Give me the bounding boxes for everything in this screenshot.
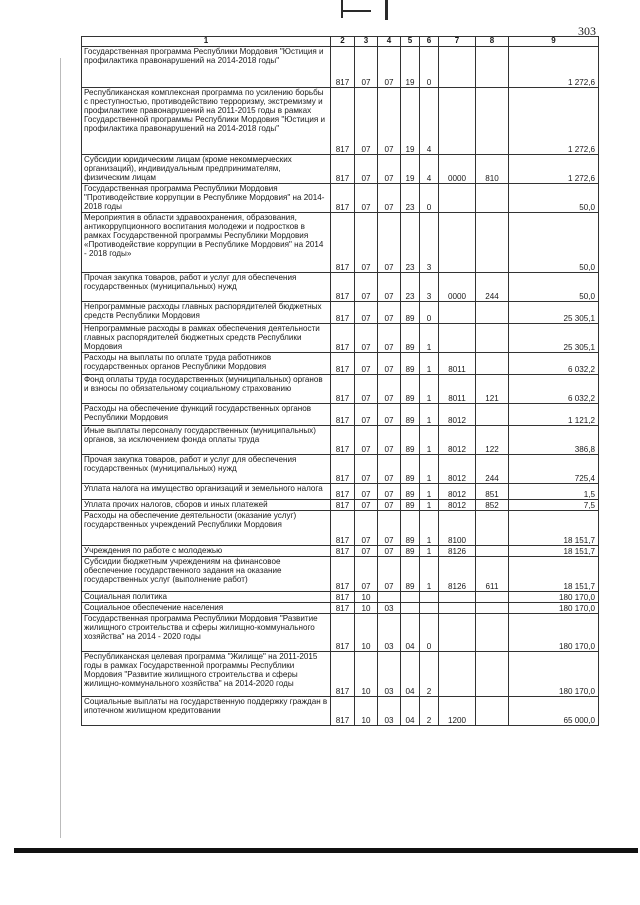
row-subsection-cell: 07 (378, 455, 401, 484)
row-ministry-cell: 817 (331, 614, 355, 652)
row-name-cell: Социальные выплаты на государственную поддержку граждан в ипотечном жилищном кредитовании (82, 697, 331, 726)
row-expense-type-cell: 852 (476, 500, 509, 511)
row-ministry-cell: 817 (331, 484, 355, 500)
row-ministry-cell: 817 (331, 546, 355, 557)
row-subprogram-cell: 1 (420, 426, 439, 455)
row-section-cell: 07 (355, 404, 378, 426)
row-subprogram-cell: 3 (420, 273, 439, 302)
row-subprogram-cell: 4 (420, 155, 439, 184)
row-section-cell: 10 (355, 697, 378, 726)
row-name-cell: Государственная программа Республики Мордовия "Развитие жилищного строительства и сферы жилищно-коммунального хозяйства" на 2014 - 2020 годы (82, 614, 331, 652)
header-cell-target-article: 7 (439, 37, 476, 47)
row-subprogram-cell (420, 592, 439, 603)
row-subsection-cell: 07 (378, 184, 401, 213)
header-cell-program: 5 (401, 37, 420, 47)
row-section-cell: 07 (355, 302, 378, 324)
row-subprogram-cell: 1 (420, 404, 439, 426)
row-ministry-cell: 817 (331, 652, 355, 697)
row-program-cell: 89 (401, 557, 420, 592)
row-ministry-cell: 817 (331, 155, 355, 184)
row-expense-type-cell (476, 184, 509, 213)
table-row (82, 88, 599, 155)
row-program-cell: 89 (401, 500, 420, 511)
row-name-cell: Субсидии юридическим лицам (кроме некоммерческих организаций), индивидуальным предпринимателям, физическим лицам (82, 155, 331, 184)
row-amount-cell: 725,4 (509, 455, 599, 484)
row-target-article-cell (439, 603, 476, 614)
header-cell-amount: 9 (509, 37, 599, 47)
row-program-cell: 89 (401, 353, 420, 375)
row-subsection-cell: 07 (378, 404, 401, 426)
row-ministry-cell: 817 (331, 511, 355, 546)
row-target-article-cell: 1200 (439, 697, 476, 726)
header-cell-subsection: 4 (378, 37, 401, 47)
row-section-cell: 07 (355, 213, 378, 273)
row-amount-cell: 386,8 (509, 426, 599, 455)
table-row (82, 324, 599, 353)
row-amount-cell: 1 272,6 (509, 155, 599, 184)
row-subprogram-cell: 2 (420, 697, 439, 726)
row-subsection-cell: 07 (378, 324, 401, 353)
row-ministry-cell: 817 (331, 375, 355, 404)
row-amount-cell: 50,0 (509, 273, 599, 302)
row-target-article-cell: 8012 (439, 455, 476, 484)
row-subsection-cell: 07 (378, 546, 401, 557)
row-program-cell: 89 (401, 546, 420, 557)
row-name-cell: Субсидии бюджетным учреждениям на финансовое обеспечение государственного задания на оказание государственных услуг (выполнение работ) (82, 557, 331, 592)
header-cell-name: 1 (82, 37, 331, 47)
table-row (82, 484, 599, 500)
row-target-article-cell (439, 88, 476, 155)
table-row (82, 557, 599, 592)
row-subprogram-cell: 1 (420, 500, 439, 511)
row-expense-type-cell (476, 324, 509, 353)
table-row (82, 213, 599, 273)
row-target-article-cell (439, 213, 476, 273)
row-subsection-cell: 07 (378, 511, 401, 546)
row-name-cell: Учреждения по работе с молодежью (82, 546, 331, 557)
row-section-cell: 07 (355, 324, 378, 353)
row-program-cell (401, 603, 420, 614)
row-expense-type-cell (476, 603, 509, 614)
row-target-article-cell (439, 184, 476, 213)
row-target-article-cell: 8011 (439, 375, 476, 404)
row-ministry-cell: 817 (331, 500, 355, 511)
row-subsection-cell: 07 (378, 47, 401, 88)
row-ministry-cell: 817 (331, 353, 355, 375)
row-section-cell: 07 (355, 426, 378, 455)
row-name-cell: Государственная программа Республики Мордовия "Юстиция и профилактика правонарушений на 2014-2018 годы" (82, 47, 331, 88)
row-expense-type-cell (476, 47, 509, 88)
row-target-article-cell: 8126 (439, 546, 476, 557)
row-program-cell: 04 (401, 652, 420, 697)
row-ministry-cell: 817 (331, 603, 355, 614)
table-row (82, 47, 599, 88)
table-row (82, 184, 599, 213)
row-subprogram-cell: 1 (420, 484, 439, 500)
row-expense-type-cell (476, 592, 509, 603)
row-expense-type-cell: 121 (476, 375, 509, 404)
row-target-article-cell: 8100 (439, 511, 476, 546)
row-target-article-cell (439, 47, 476, 88)
row-subprogram-cell: 1 (420, 557, 439, 592)
row-expense-type-cell: 122 (476, 426, 509, 455)
scan-mark-staple-bar (341, 10, 371, 12)
table-row (82, 592, 599, 603)
row-amount-cell: 25 305,1 (509, 324, 599, 353)
row-program-cell (401, 592, 420, 603)
row-subprogram-cell: 1 (420, 324, 439, 353)
row-target-article-cell (439, 324, 476, 353)
row-target-article-cell: 8012 (439, 500, 476, 511)
row-amount-cell: 180 170,0 (509, 603, 599, 614)
row-name-cell: Республиканская комплексная программа по усилению борьбы с преступностью, противодействию терроризму, экстремизму и профилактике правонарушений на 2011-2015 годы в рамках Государственной программы Республики Мордовия "Юстиция и профилактика правонарушений на 2014-2018 годы" (82, 88, 331, 155)
row-section-cell: 07 (355, 273, 378, 302)
table-header-row (82, 37, 599, 47)
budget-table (81, 36, 599, 726)
row-ministry-cell: 817 (331, 47, 355, 88)
row-amount-cell: 25 305,1 (509, 302, 599, 324)
table-row (82, 614, 599, 652)
table-row (82, 511, 599, 546)
row-amount-cell: 1 121,2 (509, 404, 599, 426)
row-target-article-cell: 0000 (439, 155, 476, 184)
row-section-cell: 07 (355, 484, 378, 500)
scan-mark-staple-left (341, 0, 343, 18)
table-row (82, 353, 599, 375)
row-ministry-cell: 817 (331, 88, 355, 155)
header-cell-ministry: 2 (331, 37, 355, 47)
row-amount-cell: 6 032,2 (509, 353, 599, 375)
row-program-cell: 89 (401, 511, 420, 546)
row-program-cell: 19 (401, 88, 420, 155)
bottom-rule (14, 848, 638, 853)
row-expense-type-cell: 244 (476, 455, 509, 484)
row-subsection-cell: 07 (378, 557, 401, 592)
row-subsection-cell: 07 (378, 88, 401, 155)
row-expense-type-cell: 611 (476, 557, 509, 592)
row-expense-type-cell (476, 353, 509, 375)
row-amount-cell: 180 170,0 (509, 614, 599, 652)
row-program-cell: 23 (401, 213, 420, 273)
row-ministry-cell: 817 (331, 324, 355, 353)
row-name-cell: Иные выплаты персоналу государственных (муниципальных) органов, за исключением фонда оплаты труда (82, 426, 331, 455)
row-name-cell: Мероприятия в области здравоохранения, образования, антикоррупционного воспитания молодежи и подростков в рамках Государственной программы Республики Мордовия «Противодействие коррупции в Республике Мордовия" на 2014 - 2018 годы» (82, 213, 331, 273)
row-amount-cell: 65 000,0 (509, 697, 599, 726)
row-expense-type-cell (476, 511, 509, 546)
row-name-cell: Прочая закупка товаров, работ и услуг для обеспечения государственных (муниципальных) нужд (82, 455, 331, 484)
row-program-cell: 89 (401, 324, 420, 353)
row-name-cell: Непрограммные расходы в рамках обеспечения деятельности главных распорядителей бюджетных средств Республики Мордовия (82, 324, 331, 353)
row-subsection-cell: 03 (378, 652, 401, 697)
row-expense-type-cell (476, 546, 509, 557)
row-name-cell: Уплата налога на имущество организаций и земельного налога (82, 484, 331, 500)
row-subsection-cell: 03 (378, 697, 401, 726)
table-row (82, 652, 599, 697)
row-section-cell: 07 (355, 500, 378, 511)
table-row (82, 404, 599, 426)
row-subprogram-cell: 0 (420, 47, 439, 88)
row-target-article-cell (439, 614, 476, 652)
row-subprogram-cell: 1 (420, 375, 439, 404)
row-subsection-cell: 07 (378, 155, 401, 184)
row-program-cell: 23 (401, 184, 420, 213)
row-expense-type-cell: 851 (476, 484, 509, 500)
row-amount-cell: 50,0 (509, 213, 599, 273)
row-subprogram-cell: 1 (420, 511, 439, 546)
row-section-cell: 10 (355, 592, 378, 603)
row-expense-type-cell (476, 652, 509, 697)
row-target-article-cell (439, 652, 476, 697)
header-cell-section: 3 (355, 37, 378, 47)
row-amount-cell: 1 272,6 (509, 47, 599, 88)
row-target-article-cell: 8126 (439, 557, 476, 592)
row-ministry-cell: 817 (331, 697, 355, 726)
table-row (82, 500, 599, 511)
row-expense-type-cell (476, 614, 509, 652)
row-subsection-cell: 07 (378, 375, 401, 404)
row-program-cell: 04 (401, 697, 420, 726)
row-amount-cell: 50,0 (509, 184, 599, 213)
table-row (82, 426, 599, 455)
table-row (82, 375, 599, 404)
row-ministry-cell: 817 (331, 213, 355, 273)
row-ministry-cell: 817 (331, 302, 355, 324)
row-program-cell: 89 (401, 484, 420, 500)
row-subsection-cell: 03 (378, 614, 401, 652)
row-subprogram-cell (420, 603, 439, 614)
row-section-cell: 07 (355, 353, 378, 375)
row-subprogram-cell: 0 (420, 184, 439, 213)
row-name-cell: Непрограммные расходы главных распорядителей бюджетных средств Республики Мордовия (82, 302, 331, 324)
row-amount-cell: 1,5 (509, 484, 599, 500)
row-target-article-cell: 0000 (439, 273, 476, 302)
row-amount-cell: 7,5 (509, 500, 599, 511)
left-margin-rule (60, 58, 61, 838)
row-expense-type-cell (476, 213, 509, 273)
row-program-cell: 23 (401, 273, 420, 302)
table-row (82, 546, 599, 557)
row-subprogram-cell: 1 (420, 546, 439, 557)
row-section-cell: 07 (355, 511, 378, 546)
row-section-cell: 07 (355, 557, 378, 592)
row-expense-type-cell: 810 (476, 155, 509, 184)
row-subsection-cell: 07 (378, 353, 401, 375)
table-row (82, 273, 599, 302)
row-target-article-cell: 8011 (439, 353, 476, 375)
row-section-cell: 10 (355, 603, 378, 614)
row-amount-cell: 18 151,7 (509, 546, 599, 557)
row-subsection-cell: 07 (378, 302, 401, 324)
row-program-cell: 04 (401, 614, 420, 652)
row-section-cell: 10 (355, 652, 378, 697)
row-target-article-cell: 8012 (439, 484, 476, 500)
table-row (82, 603, 599, 614)
row-ministry-cell: 817 (331, 557, 355, 592)
row-subprogram-cell: 3 (420, 213, 439, 273)
row-subprogram-cell: 0 (420, 614, 439, 652)
row-name-cell: Прочая закупка товаров, работ и услуг для обеспечения государственных (муниципальных) нужд (82, 273, 331, 302)
row-name-cell: Расходы на обеспечение деятельности (оказание услуг) государственных учреждений Республики Мордовия (82, 511, 331, 546)
row-expense-type-cell (476, 404, 509, 426)
row-subsection-cell: 07 (378, 273, 401, 302)
row-subsection-cell: 07 (378, 500, 401, 511)
header-cell-subprogram: 6 (420, 37, 439, 47)
row-section-cell: 07 (355, 455, 378, 484)
row-name-cell: Расходы на обеспечение функций государственных органов Республики Мордовия (82, 404, 331, 426)
row-amount-cell: 1 272,6 (509, 88, 599, 155)
row-expense-type-cell (476, 697, 509, 726)
row-program-cell: 89 (401, 426, 420, 455)
row-program-cell: 89 (401, 302, 420, 324)
row-subprogram-cell: 1 (420, 353, 439, 375)
scan-mark-staple-right (385, 0, 388, 20)
row-ministry-cell: 817 (331, 404, 355, 426)
row-section-cell: 07 (355, 184, 378, 213)
row-section-cell: 07 (355, 546, 378, 557)
table-row (82, 155, 599, 184)
row-subprogram-cell: 1 (420, 455, 439, 484)
row-target-article-cell (439, 302, 476, 324)
table-row (82, 697, 599, 726)
row-name-cell: Республиканская целевая программа "Жилище" на 2011-2015 годы в рамках Государственной программы Республики Мордовия "Развитие жилищного строительства и сферы жилищно-коммунального хозяйства" на 2014-2020 годы (82, 652, 331, 697)
row-section-cell: 07 (355, 47, 378, 88)
row-name-cell: Государственная программа Республики Мордовия "Противодействие коррупции в Республике Мордовия" на 2014-2018 годы (82, 184, 331, 213)
header-cell-expense-type: 8 (476, 37, 509, 47)
row-name-cell: Фонд оплаты труда государственных (муниципальных) органов и взносы по обязательному социальному страхованию (82, 375, 331, 404)
row-name-cell: Социальное обеспечение населения (82, 603, 331, 614)
row-program-cell: 89 (401, 455, 420, 484)
row-name-cell: Расходы на выплаты по оплате труда работников государственных органов Республики Мордовия (82, 353, 331, 375)
row-amount-cell: 180 170,0 (509, 592, 599, 603)
row-expense-type-cell: 244 (476, 273, 509, 302)
table-row (82, 455, 599, 484)
row-section-cell: 10 (355, 614, 378, 652)
row-amount-cell: 6 032,2 (509, 375, 599, 404)
page-number: 303 (578, 24, 596, 38)
row-expense-type-cell (476, 88, 509, 155)
row-ministry-cell: 817 (331, 273, 355, 302)
table-row (82, 302, 599, 324)
row-subprogram-cell: 2 (420, 652, 439, 697)
row-ministry-cell: 817 (331, 455, 355, 484)
row-subprogram-cell: 4 (420, 88, 439, 155)
row-program-cell: 89 (401, 375, 420, 404)
row-amount-cell: 180 170,0 (509, 652, 599, 697)
row-section-cell: 07 (355, 375, 378, 404)
row-subsection-cell: 03 (378, 603, 401, 614)
row-name-cell: Социальная политика (82, 592, 331, 603)
row-subprogram-cell: 0 (420, 302, 439, 324)
row-subsection-cell (378, 592, 401, 603)
row-ministry-cell: 817 (331, 592, 355, 603)
row-subsection-cell: 07 (378, 213, 401, 273)
row-target-article-cell: 8012 (439, 426, 476, 455)
row-ministry-cell: 817 (331, 426, 355, 455)
row-name-cell: Уплата прочих налогов, сборов и иных платежей (82, 500, 331, 511)
row-amount-cell: 18 151,7 (509, 557, 599, 592)
row-target-article-cell: 8012 (439, 404, 476, 426)
row-subsection-cell: 07 (378, 484, 401, 500)
row-expense-type-cell (476, 302, 509, 324)
row-program-cell: 19 (401, 155, 420, 184)
row-subsection-cell: 07 (378, 426, 401, 455)
row-amount-cell: 18 151,7 (509, 511, 599, 546)
row-section-cell: 07 (355, 155, 378, 184)
row-section-cell: 07 (355, 88, 378, 155)
row-program-cell: 19 (401, 47, 420, 88)
row-program-cell: 89 (401, 404, 420, 426)
row-ministry-cell: 817 (331, 184, 355, 213)
row-target-article-cell (439, 592, 476, 603)
